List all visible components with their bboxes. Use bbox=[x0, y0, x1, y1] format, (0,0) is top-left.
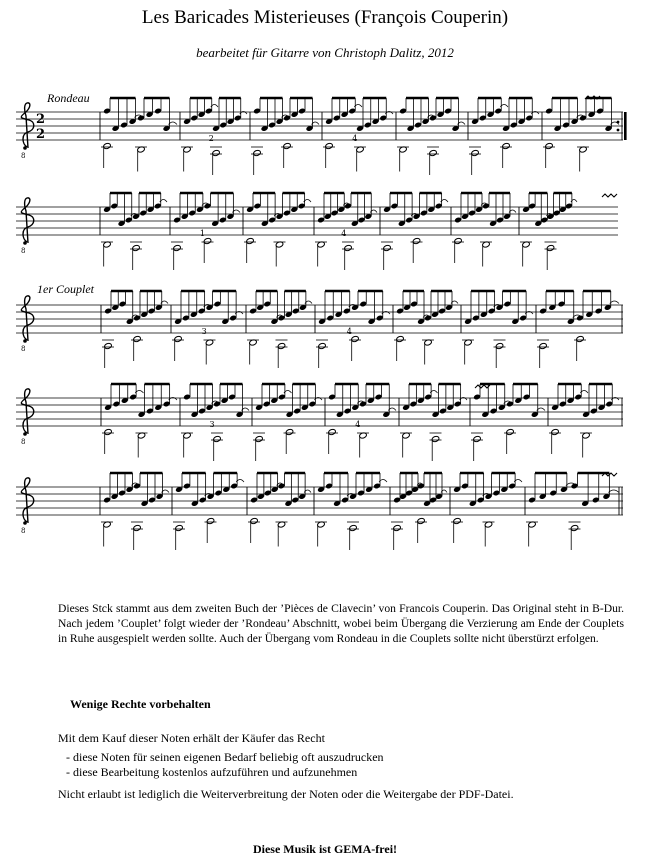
description-paragraph: Dieses Stck stammt aus dem zweiten Buch der ’Pièces de Clavecin’ von Francois Couperin. Das Original steht in B-Dur. Nach jedem ’Couplet’ folgt wieder der ’Rondeau’ Abschnitt, wobei beim Übergang die Verzierung am Ende der Couplets in Ruhe ausgespielt werden sollte. Auch der Übergang vom Rondeau in die Couplets sollte nicht überstürzt erfolgen. bbox=[58, 602, 624, 645]
clef-octave-mark: 8 bbox=[21, 438, 26, 446]
fingering-number: 3 bbox=[209, 420, 215, 429]
measure bbox=[526, 473, 619, 550]
rights-restriction: Nicht erlaubt ist lediglich die Weiterverbreitung der Noten oder die Weitergabe der PDF-Datei. bbox=[58, 787, 514, 801]
measure bbox=[171, 193, 240, 270]
measure bbox=[537, 291, 619, 368]
arrangement-credit: bearbeitet für Gitarre von Christoph Dalitz, 2012 bbox=[196, 45, 454, 60]
time-signature-bottom: 2 bbox=[36, 127, 46, 142]
page-title: Les Baricades Misterieuses (François Couperin) bbox=[141, 7, 509, 28]
rights-heading: Wenige Rechte vorbehalten bbox=[70, 697, 211, 711]
measure bbox=[253, 384, 322, 461]
time-signature-top: 2 bbox=[36, 112, 46, 127]
measure bbox=[469, 98, 539, 175]
measure bbox=[172, 291, 243, 365]
measure bbox=[181, 98, 247, 175]
measure bbox=[451, 473, 522, 547]
measure bbox=[462, 291, 533, 368]
measure bbox=[244, 193, 311, 267]
measure bbox=[101, 193, 167, 270]
measure bbox=[315, 473, 387, 550]
treble-clef-icon bbox=[21, 296, 34, 353]
treble-clef-icon bbox=[21, 103, 34, 160]
fingering-number: 3 bbox=[201, 327, 207, 336]
staff bbox=[16, 291, 623, 368]
measure bbox=[102, 384, 177, 458]
time-signature bbox=[36, 112, 45, 142]
measure bbox=[101, 98, 177, 172]
clef-octave-mark: 8 bbox=[21, 527, 26, 535]
staff bbox=[16, 384, 623, 461]
measure bbox=[248, 473, 311, 547]
measure bbox=[543, 98, 619, 172]
fingering-number: 1 bbox=[199, 229, 205, 238]
measure bbox=[391, 473, 447, 550]
measure bbox=[316, 291, 390, 368]
measure bbox=[549, 384, 619, 458]
staff bbox=[16, 98, 627, 175]
measure bbox=[173, 473, 244, 550]
measure bbox=[181, 384, 249, 461]
fingering-number: 4 bbox=[341, 229, 347, 238]
rights-list bbox=[66, 750, 384, 780]
rights-intro: Mit dem Kauf dieser Noten erhält der Käufer das Recht bbox=[58, 731, 325, 745]
measure bbox=[247, 291, 312, 368]
measure bbox=[394, 291, 458, 365]
measure bbox=[326, 384, 396, 458]
fingering-number: 4 bbox=[355, 420, 361, 429]
section-label-couplet: 1er Couplet bbox=[37, 282, 94, 296]
measure bbox=[323, 98, 393, 172]
measure bbox=[520, 193, 577, 270]
clef-octave-mark: 8 bbox=[21, 345, 26, 353]
measure bbox=[381, 193, 448, 270]
fingering-number: 2 bbox=[208, 134, 214, 143]
treble-clef-icon bbox=[21, 198, 34, 255]
fingering-number: 4 bbox=[346, 327, 352, 336]
measure bbox=[101, 473, 169, 550]
mordent-icon bbox=[602, 194, 617, 197]
measure bbox=[102, 291, 168, 368]
clef-octave-mark: 8 bbox=[21, 152, 26, 160]
staff bbox=[16, 473, 623, 550]
section-label-rondeau: Rondeau bbox=[47, 91, 90, 105]
mordent-icon bbox=[475, 385, 490, 388]
measure bbox=[397, 98, 465, 175]
list-item: - diese Bearbeitung kostenlos aufzuführen und aufzunehmen bbox=[66, 765, 358, 779]
measure bbox=[452, 193, 516, 267]
measure bbox=[251, 98, 319, 175]
gema-notice: Diese Musik ist GEMA-frei! bbox=[252, 842, 398, 856]
list-item: - diese Noten für seinen eigenen Bedarf beliebig oft auszudrucken bbox=[66, 750, 384, 764]
fingering-number: 4 bbox=[352, 134, 358, 143]
tie bbox=[608, 490, 619, 493]
clef-octave-mark: 8 bbox=[21, 247, 26, 255]
measure bbox=[471, 384, 545, 461]
treble-clef-icon bbox=[21, 478, 34, 535]
staff bbox=[16, 193, 618, 270]
measure bbox=[400, 384, 467, 461]
measure bbox=[315, 193, 377, 270]
treble-clef-icon bbox=[21, 389, 34, 446]
